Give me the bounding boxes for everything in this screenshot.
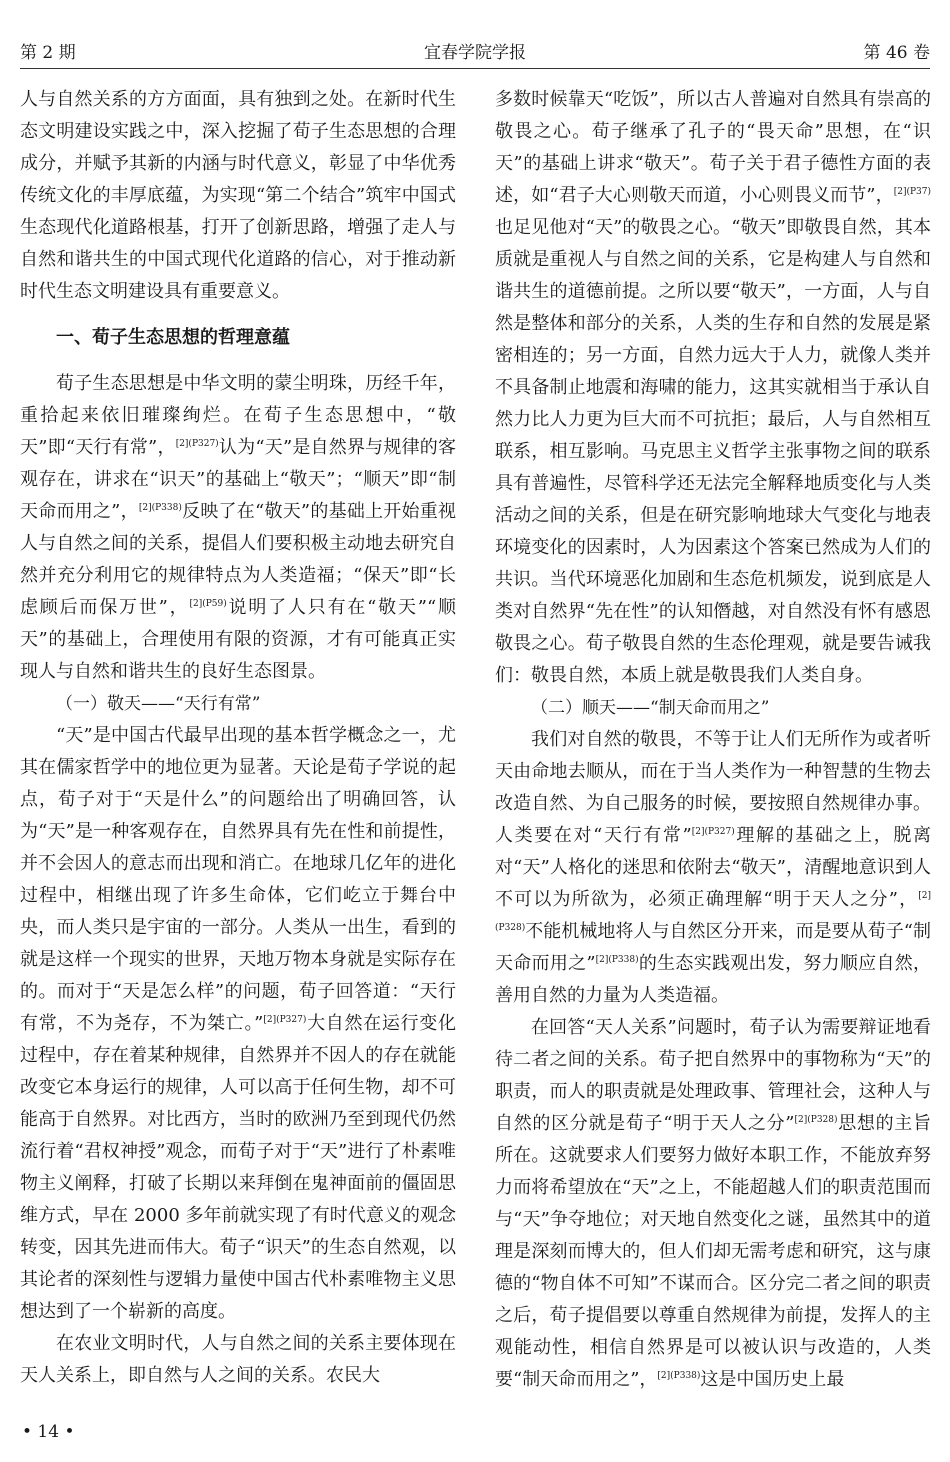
text-run: 大自然在运行变化过程中，存在着某种规律，自然界并不因人的存在就能改变它本身运行的规律，人可以高于任何生物，却不可能高于自然界。对比西方，当时的欧洲乃至到现代仍然流行着“君权神授”观念，而荀子对于“天”进行了朴素唯物主义阐释，打破了长期以来拜倒在鬼神面前的僵固思维方式，早在 2000 多年前就实现了有时代意义的观念转变，因其先进而伟大。荀子“识天”的生态自然观，以其论者的深刻性与逻辑力量使中国古代朴素唯物主义思想达到了一个崭新的高度。 [20, 1013, 457, 1322]
citation: [2](P328) [794, 1115, 838, 1125]
sub1-paragraph [20, 720, 456, 1328]
text-run: 在回答“天人关系”问题时，荀子认为需要辩证地看待二者之间的关系。荀子把自然界中的事物称为“天”的职责，而人的职责就是处理政事、管理社会，这种人与自然的区分就是荀子“明于天人之分” [495, 1017, 931, 1134]
citation: [2](P37) [893, 187, 931, 197]
para-heaven-human-relation [495, 1012, 931, 1396]
text-run: 思想的主旨所在。这就要求人们要努力做好本职工作，不能放弃努力而将希望放在“天”之上，不能超越人们的职责范围而与“天”争夺地位；对天地自然变化之谜，虽然其中的道理是深刻而博大的，但人们却无需考虑和研究，这与康德的“物自体不可知”不谋而合。区分完二者之间的职责之后，荀子提倡要以尊重自然规律为前提，发挥人的主观能动性，相信自然界是可以被认识与改造的，人类要“制天命而用之”， [495, 1113, 932, 1390]
text-run: 多数时候靠天“吃饭”，所以古人普遍对自然具有崇高的敬畏之心。荀子继承了孔子的“畏天命”思想，在“识天”的基础上讲求“敬天”。荀子关于君子德性方面的表述，如“君子大心则敬天而道，小心则畏义而节”， [495, 89, 931, 206]
text-run: “天”是中国古代最早出现的基本哲学概念之一，尤其在儒家哲学中的地位更为显著。天论是荀子学说的起点，荀子对于“天是什么”的问题给出了明确回答，认为“天”是一种客观存在，自然界具有先在性和前提性，并不会因人的意志而出现和消亡。在地球几亿年的进化过程中，相继出现了许多生命体，它们屹立于舞台中央，而人类只是宇宙的一部分。人类从一出生，看到的就是这样一个现实的世界，天地万物本身就是实际存在的。而对于“天是怎么样”的问题，荀子回答道：“天行有常，不为尧存，不为桀亡。” [20, 725, 456, 1034]
subheading-respect-heaven: （一）敬天——“天行有常” [56, 694, 261, 714]
citation: [2](P327) [691, 827, 735, 837]
citation: [2](P338) [138, 503, 182, 513]
volume-number: 第 46 卷 [863, 43, 930, 63]
text-run: 说明了人只有在“敬天”“顺天”的基础上，合理使用有限的资源，才有可能真正实现人与自然和谐共生的良好生态图景。 [20, 597, 457, 682]
text-run: 荀子生态思想是中华文明的蒙尘明珠，历经千年，重拾起来依旧璀璨绚烂。在荀子生态思想中，“敬天”即“天行有常”， [20, 373, 456, 458]
closing-paragraph: 在农业文明时代，人与自然之间的关系主要体现在天人关系上，即自然与人之间的关系。农民大 [20, 1333, 456, 1386]
citation: [2](P327) [175, 439, 219, 449]
page-number: • 14 • [22, 1422, 75, 1442]
left-column [20, 84, 456, 1392]
text-run: 不能机械地将人与自然区分开来，而是要从荀子“制天命而用之” [495, 921, 931, 974]
citation: [2](P338) [657, 1371, 701, 1381]
section-paragraph [20, 368, 456, 688]
text-run: 也足见他对“天”的敬畏之心。“敬天”即敬畏自然，其本质就是重视人与自然之间的关系，它是构建人与自然和谐共生的道德前提。之所以要“敬天”，一方面，人与自然是整体和部分的关系，人类的生存和自然的发展是紧密相连的；另一方面，自然力远大于人力，就像人类并不具备制止地震和海啸的能力，这其实就相当于承认自然力比人力更为巨大而不可抗拒；最后，人与自然相互联系，相互影响。马克思主义哲学主张事物之间的联系具有普遍性，尽管科学还无法完全解释地质变化与人类活动之间的关系，但是在研究影响地球大气变化与地表环境变化的因素时，人为因素这个答案已然成为人们的共识。当代环境恶化加剧和生态危机频发，说到底是人类对自然界“先在性”的认知僭越，对自然没有怀有感恩敬畏之心。荀子敬畏自然的生态伦理观，就是要告诫我们：敬畏自然，本质上就是敬畏我们人类自身。 [495, 217, 931, 686]
citation: [2](P327) [263, 1015, 307, 1025]
section-heading: 一、荀子生态思想的哲理意蕴 [56, 327, 290, 348]
text-run: 这是中国历史上最 [700, 1369, 845, 1390]
right-column [495, 84, 931, 1396]
header-rule [20, 68, 930, 69]
continued-paragraph [495, 84, 931, 692]
citation: [2](P59) [189, 599, 227, 609]
para-follow-nature [495, 724, 931, 1012]
text-run: 的生态实践观出发，努力顺应自然，善用自然的力量为人类造福。 [495, 953, 931, 1006]
citation: [2](P338) [595, 955, 639, 965]
journal-title: 宜春学院学报 [424, 43, 526, 63]
text-run: 认为“天”是自然界与规律的客观存在，讲求在“识天”的基础上“敬天”；“顺天”即“制天命而用之”， [20, 437, 457, 522]
text-run: 反映了在“敬天”的基础上开始重视人与自然之间的关系，提倡人们要积极主动地去研究自然并充分利用它的规律特点为人类造福；“保天”即“长虑顾后而保万世”， [20, 501, 457, 618]
text-run: 我们对自然的敬畏，不等于让人们无所作为或者听天由命地去顺从，而在于当人类作为一种智慧的生物去改造自然、为自己服务的时候，要按照自然规律办事。人类要在对“天行有常” [495, 729, 931, 846]
issue-number: 第 2 期 [20, 43, 76, 63]
citation: [2](P328) [495, 891, 931, 933]
running-header [20, 34, 930, 64]
text-run: 理解的基础之上，脱离对“天”人格化的迷思和依附去“敬天”，清醒地意识到人不可以为所欲为，必须正确理解“明于天人之分”， [495, 825, 932, 910]
subheading-follow-heaven: （二）顺天——“制天命而用之” [531, 698, 770, 718]
intro-paragraph: 人与自然关系的方方面面，具有独到之处。在新时代生态文明建设实践之中，深入挖掘了荀子生态思想的合理成分，并赋予其新的内涵与时代意义，彰显了中华优秀传统文化的丰厚底蕴，为实现“第二个结合”筑牢中国式生态现代化道路根基，打开了创新思路，增强了走人与自然和谐共生的中国式现代化道路的信心，对于推动新时代生态文明建设具有重要意义。 [20, 89, 456, 302]
